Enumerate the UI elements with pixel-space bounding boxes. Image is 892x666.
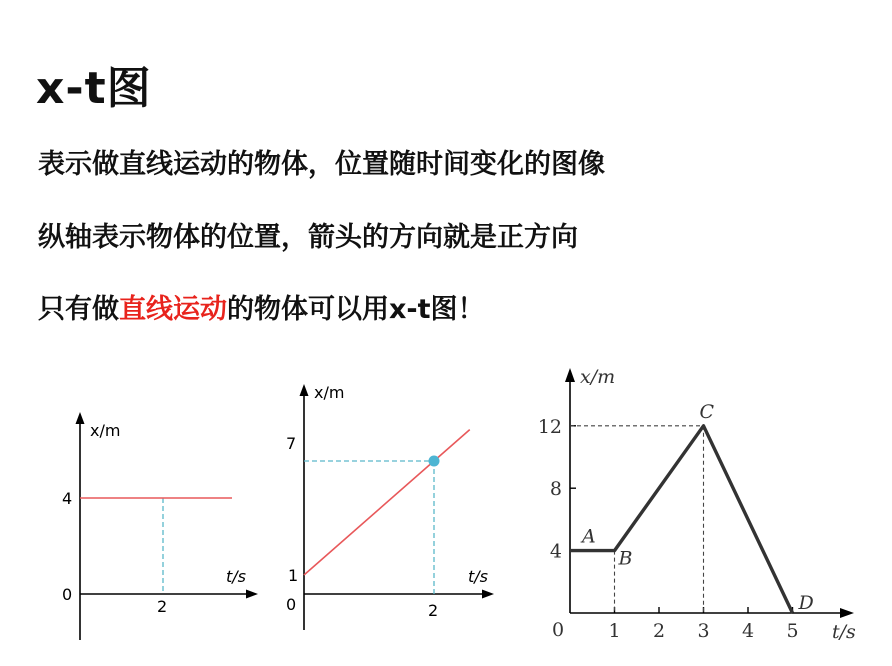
chart1-x-label: t/s <box>226 567 246 586</box>
chart2-origin-label: 0 <box>286 595 297 614</box>
chart3-point-label-c: C <box>699 400 715 423</box>
chart3-y-tick-label: 12 <box>537 415 562 438</box>
line3-suffix: 的物体可以用x-t图！ <box>227 294 485 325</box>
chart3-y-tick-label: 8 <box>549 478 562 501</box>
chart3-x-tick-label: 2 <box>652 620 666 642</box>
chart3-point-label-b: B <box>618 547 633 570</box>
chart1-origin-label: 0 <box>62 585 73 604</box>
chart2-x-label: t/s <box>468 567 488 586</box>
chart3-x-tick-label: 4 <box>741 620 755 642</box>
chart3-y-arrow <box>565 368 575 382</box>
chart1-y-tick-label: 4 <box>62 489 73 508</box>
chart2-y-tick-label-1: 1 <box>288 566 299 585</box>
chart3-x-label: t/s <box>832 621 856 643</box>
chart3-y-label: x/m <box>580 366 616 388</box>
page-title: x-t图 <box>36 63 152 114</box>
chart2-y-tick-label-7: 7 <box>286 434 297 453</box>
chart3-x-tick-label: 3 <box>697 620 710 642</box>
chart3-origin-label: 0 <box>552 619 565 641</box>
chart3-y-tick-label: 4 <box>549 540 562 563</box>
chart3-series-line <box>570 426 793 613</box>
line3-highlight: 直线运动 <box>119 294 227 325</box>
line3-prefix: 只有做 <box>38 294 119 325</box>
chart3-x-arrow <box>840 608 854 618</box>
chart3-point-label-a: A <box>582 525 596 548</box>
description-line-2: 纵轴表示物体的位置，箭头的方向就是正方向 <box>38 222 578 253</box>
chart3-point-label-d: D <box>798 592 814 614</box>
chart2-y-label: x/m <box>314 383 345 402</box>
chart3-x-tick-label: 5 <box>786 620 799 642</box>
chart1-y-label: x/m <box>90 421 121 440</box>
chart3-x-tick-label: 1 <box>608 620 621 642</box>
chart2-x-tick-label: 2 <box>428 601 439 620</box>
chart1-x-tick-label: 2 <box>157 597 168 616</box>
description-line-1: 表示做直线运动的物体，位置随时间变化的图像 <box>38 149 605 180</box>
